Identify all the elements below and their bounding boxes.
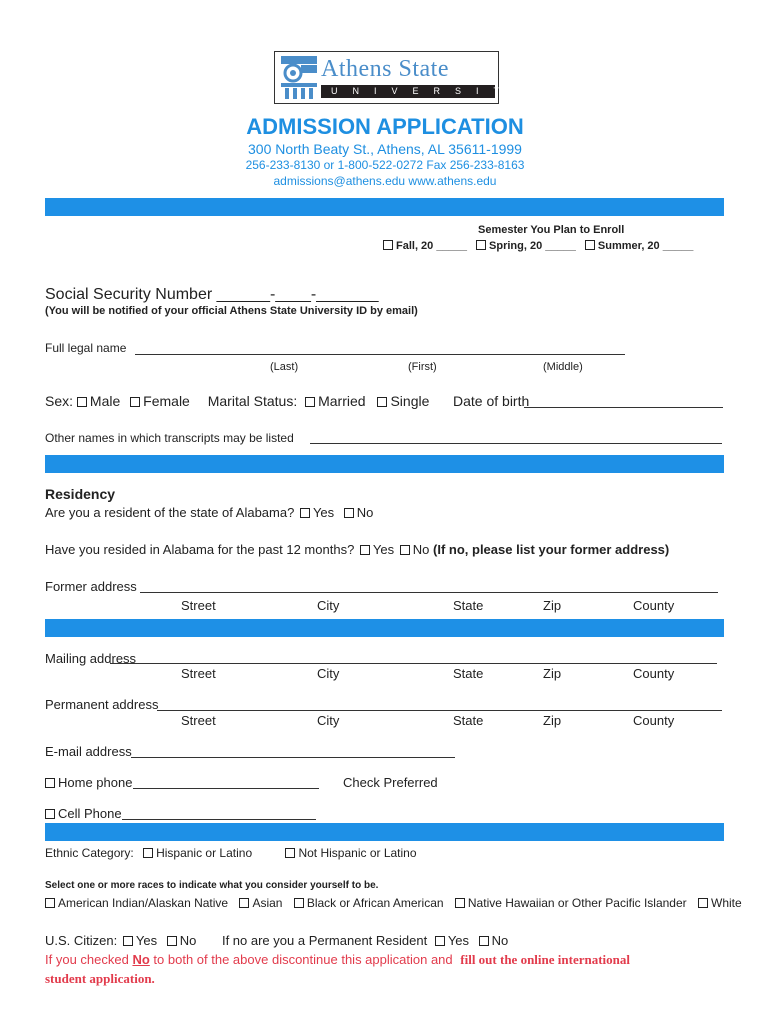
resided-yes-checkbox[interactable]: [360, 545, 370, 555]
summer-checkbox[interactable]: [585, 240, 595, 250]
female-label: Female: [143, 393, 190, 409]
fall-label: Fall, 20 _____: [396, 240, 467, 252]
resided-q-text: Have you resided in Alabama for the past 12 months?: [45, 542, 355, 557]
phones: 256-233-8130 or 1-800-522-0272 Fax 256-233-8163: [245, 158, 525, 172]
resident-no-checkbox[interactable]: [344, 508, 354, 518]
mailing-address-field[interactable]: [110, 663, 717, 664]
email-label: E-mail address: [45, 744, 132, 759]
resided-note: (If no, please list your former address): [433, 542, 670, 557]
full-name-label: Full legal name: [45, 341, 127, 355]
permanent-city: City: [317, 713, 340, 728]
single-label: Single: [390, 393, 430, 409]
permanent-address-field[interactable]: [157, 710, 722, 711]
citizen-row: [45, 933, 508, 948]
not-hispanic-checkbox[interactable]: [285, 848, 295, 858]
mailing-county: County: [633, 666, 675, 681]
warning-no: No: [132, 952, 150, 967]
resident-yes-checkbox[interactable]: [300, 508, 310, 518]
asian-label: Asian: [252, 896, 283, 910]
former-county: County: [633, 598, 675, 613]
male-checkbox[interactable]: [77, 397, 87, 407]
asian-checkbox[interactable]: [239, 898, 249, 908]
citizen-no-checkbox[interactable]: [167, 936, 177, 946]
american-indian-label: American Indian/Alaskan Native: [58, 896, 229, 910]
middle-caption: (Middle): [543, 361, 583, 373]
semester-heading: Semester You Plan to Enroll: [478, 224, 625, 236]
address: 300 North Beaty St., Athens, AL 35611-1999: [248, 141, 522, 157]
ethnic-label: Ethnic Category:: [45, 846, 134, 860]
resident-q-text: Are you a resident of the state of Alabama?: [45, 505, 295, 520]
home-phone-checkbox[interactable]: [45, 778, 55, 788]
former-address-label: Former address: [45, 579, 137, 594]
sex-label: Sex:: [45, 393, 74, 409]
black-checkbox[interactable]: [294, 898, 304, 908]
black-label: Black or African American: [306, 896, 444, 910]
mailing-city: City: [317, 666, 340, 681]
summer-label: Summer, 20 _____: [597, 240, 694, 252]
cell-phone-checkbox[interactable]: [45, 809, 55, 819]
mailing-street: Street: [181, 666, 216, 681]
section-divider: [45, 455, 724, 473]
permanent-zip: Zip: [543, 713, 562, 728]
dob-field[interactable]: [524, 407, 723, 408]
cell-phone-row: [45, 806, 122, 821]
home-phone-row: [45, 775, 132, 790]
american-indian-checkbox[interactable]: [45, 898, 55, 908]
resident-no-label: No: [356, 505, 374, 520]
not-hispanic-label: Not Hispanic or Latino: [298, 846, 417, 860]
permanent-yes-label: Yes: [447, 933, 470, 948]
personal-row: [45, 393, 429, 409]
mailing-state: State: [453, 666, 484, 681]
permanent-street: Street: [181, 713, 216, 728]
resided-no-label: No: [412, 542, 430, 557]
column-icon: [281, 56, 317, 99]
section-divider: [45, 823, 724, 841]
permanent-no-label: No: [491, 933, 509, 948]
married-label: Married: [318, 393, 366, 409]
other-names-field[interactable]: [310, 443, 722, 444]
resident-yes-label: Yes: [312, 505, 335, 520]
permanent-yes-checkbox[interactable]: [435, 936, 445, 946]
contact: admissions@athens.edu www.athens.edu: [273, 174, 497, 188]
former-address-field[interactable]: [140, 592, 718, 593]
hawaiian-label: Native Hawaiian or Other Pacific Islander: [467, 896, 687, 910]
hawaiian-checkbox[interactable]: [455, 898, 465, 908]
cell-phone-field[interactable]: [122, 819, 316, 820]
citizen-no-label: No: [179, 933, 197, 948]
permanent-state: State: [453, 713, 484, 728]
check-preferred: Check Preferred: [343, 775, 438, 790]
former-city: City: [317, 598, 340, 613]
former-state: State: [453, 598, 484, 613]
citizen-yes-checkbox[interactable]: [123, 936, 133, 946]
resided-question: [45, 542, 669, 557]
warning-text-b: to both of the above discontinue this application and: [153, 952, 453, 967]
logo-name: Athens State: [321, 56, 449, 82]
single-checkbox[interactable]: [377, 397, 387, 407]
warning-line: [45, 952, 630, 968]
permanent-no-checkbox[interactable]: [479, 936, 489, 946]
spring-label: Spring, 20 _____: [489, 240, 576, 252]
permanent-county: County: [633, 713, 675, 728]
fall-checkbox[interactable]: [383, 240, 393, 250]
hispanic-label: Hispanic or Latino: [156, 846, 253, 860]
section-divider: [45, 198, 724, 216]
first-caption: (First): [408, 361, 437, 373]
home-phone-field[interactable]: [133, 788, 319, 789]
former-street: Street: [181, 598, 216, 613]
other-names-label: Other names in which transcripts may be listed: [45, 431, 294, 445]
resident-question: If no are you a Permanent Resident: [221, 933, 428, 948]
full-name-field[interactable]: [135, 354, 625, 355]
spring-checkbox[interactable]: [476, 240, 486, 250]
white-checkbox[interactable]: [698, 898, 708, 908]
mailing-zip: Zip: [543, 666, 562, 681]
resident-question: [45, 505, 373, 520]
marital-label: Marital Status:: [207, 393, 298, 409]
email-field[interactable]: [131, 757, 455, 758]
logo-subtitle: UNIVERSITY: [321, 85, 495, 98]
warning-text-a: If you checked: [45, 952, 129, 967]
resided-no-checkbox[interactable]: [400, 545, 410, 555]
dob-label: Date of birth: [453, 393, 530, 409]
section-divider: [45, 619, 724, 637]
last-caption: (Last): [270, 361, 299, 373]
cell-phone-label: Cell Phone: [58, 806, 122, 821]
warning-line-2: student application.: [45, 971, 155, 986]
female-checkbox[interactable]: [130, 397, 140, 407]
male-label: Male: [89, 393, 121, 409]
home-phone-label: Home phone: [58, 775, 133, 790]
mailing-address-label: Mailing address: [45, 651, 137, 666]
warning-text-c: fill out the online international: [460, 952, 630, 967]
ethnic-row: [45, 846, 417, 860]
page-title: ADMISSION APPLICATION: [246, 114, 524, 139]
residency-heading: Residency: [45, 486, 116, 502]
ssn-note: (You will be notified of your official Athens State University ID by email): [45, 305, 418, 317]
citizen-label: U.S. Citizen:: [45, 933, 118, 948]
hispanic-checkbox[interactable]: [143, 848, 153, 858]
citizen-yes-label: Yes: [135, 933, 158, 948]
race-instruction: Select one or more races to indicate what you consider yourself to be.: [45, 880, 379, 891]
university-logo: [274, 51, 536, 104]
semester-options: [383, 240, 693, 252]
resided-yes-label: Yes: [372, 542, 395, 557]
race-options: [45, 896, 742, 910]
white-label: White: [711, 896, 742, 910]
permanent-address-label: Permanent address: [45, 697, 159, 712]
former-zip: Zip: [543, 598, 562, 613]
ssn-label[interactable]: Social Security Number ______-____-_______: [45, 286, 379, 303]
married-checkbox[interactable]: [305, 397, 315, 407]
